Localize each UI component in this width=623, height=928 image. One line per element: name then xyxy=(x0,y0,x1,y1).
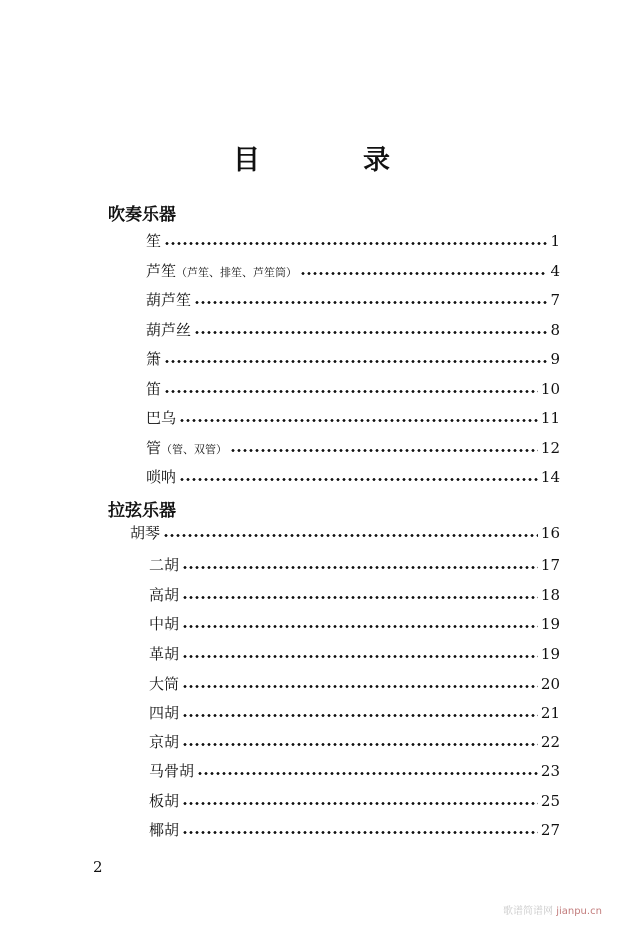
toc-entry[interactable] xyxy=(146,230,560,252)
toc-entry-label: 四胡 xyxy=(149,704,180,722)
toc-entry[interactable] xyxy=(146,466,560,488)
toc-entry-page: 12 xyxy=(540,439,560,457)
toc-entry-page: 17 xyxy=(540,556,560,574)
toc-entry-page: 1 xyxy=(550,232,560,250)
toc-entry[interactable] xyxy=(146,407,560,429)
dot-leader xyxy=(164,390,538,393)
dot-leader xyxy=(163,534,538,537)
toc-entry[interactable] xyxy=(146,378,560,400)
toc-entry-label: 高胡 xyxy=(149,586,180,604)
dot-leader xyxy=(182,685,538,688)
toc-entry-page: 27 xyxy=(540,821,560,839)
toc-entry[interactable] xyxy=(149,760,560,782)
watermark-site: 歌谱简谱网 xyxy=(503,906,553,917)
toc-entry[interactable] xyxy=(149,731,560,753)
toc-entry-label: 革胡 xyxy=(149,645,180,663)
toc-entry-page: 23 xyxy=(540,762,560,780)
toc-entry-page: 25 xyxy=(540,792,560,810)
toc-entry[interactable] xyxy=(130,522,560,544)
toc-entry[interactable] xyxy=(149,790,560,812)
dot-leader xyxy=(179,419,538,422)
toc-entry-label: 箫 xyxy=(146,350,162,368)
dot-leader xyxy=(194,331,547,334)
dot-leader xyxy=(182,625,538,628)
toc-entry[interactable] xyxy=(149,643,560,665)
dot-leader xyxy=(182,802,538,805)
toc-entry-label: 笛 xyxy=(146,380,162,398)
toc-entry-page: 4 xyxy=(550,262,560,280)
toc-entry-page: 7 xyxy=(550,291,560,309)
toc-entry[interactable] xyxy=(146,289,560,311)
section-heading-bowed: 拉弦乐器 xyxy=(108,501,176,521)
toc-entry-label: 中胡 xyxy=(149,615,180,633)
dot-leader xyxy=(300,272,547,275)
section-heading-wind: 吹奏乐器 xyxy=(108,205,176,225)
toc-entry[interactable] xyxy=(146,260,560,282)
toc-entry-label: 唢呐 xyxy=(146,468,177,486)
toc-entry-label: 大筒 xyxy=(149,675,180,693)
toc-entry-label: 椰胡 xyxy=(149,821,180,839)
toc-entry-label: 二胡 xyxy=(149,556,180,574)
toc-entry-page: 16 xyxy=(540,524,560,542)
page-number: 2 xyxy=(93,858,103,876)
toc-entry-page: 14 xyxy=(540,468,560,486)
toc-entry-page: 20 xyxy=(540,675,560,693)
toc-entry-label: 京胡 xyxy=(149,733,180,751)
toc-entry-label: 巴乌 xyxy=(146,409,177,427)
toc-entry-label: 葫芦丝 xyxy=(146,321,192,339)
dot-leader xyxy=(182,831,538,834)
toc-entry-page: 8 xyxy=(550,321,560,339)
toc-entry-label: 板胡 xyxy=(149,792,180,810)
dot-leader xyxy=(182,566,538,569)
toc-entry-page: 19 xyxy=(540,645,560,663)
toc-entry-page: 9 xyxy=(550,350,560,368)
toc-entry-label: 管 xyxy=(146,439,162,457)
toc-entry-label: 芦笙 xyxy=(146,262,177,280)
dot-leader xyxy=(179,478,538,481)
dot-leader xyxy=(164,360,547,363)
toc-entry-label: 葫芦笙 xyxy=(146,291,192,309)
toc-entry[interactable] xyxy=(146,437,560,459)
toc-entry-page: 22 xyxy=(540,733,560,751)
toc-entry-page: 11 xyxy=(540,409,560,427)
toc-entry-note: （芦笙、排笙、芦笙筒） xyxy=(176,266,298,279)
dot-leader xyxy=(182,655,538,658)
toc-entry-label: 胡琴 xyxy=(130,524,161,542)
toc-entry[interactable] xyxy=(146,348,560,370)
toc-entry[interactable] xyxy=(149,613,560,635)
toc-entry-label: 马骨胡 xyxy=(149,762,195,780)
toc-entry-page: 10 xyxy=(540,380,560,398)
toc-entry-page: 19 xyxy=(540,615,560,633)
dot-leader xyxy=(197,772,538,775)
toc-entry[interactable] xyxy=(149,702,560,724)
dot-leader xyxy=(164,242,547,245)
dot-leader xyxy=(230,449,538,452)
dot-leader xyxy=(182,743,538,746)
toc-entry-note: （管、双管） xyxy=(161,443,228,456)
dot-leader xyxy=(182,714,538,717)
toc-entry-page: 21 xyxy=(540,704,560,722)
toc-entry[interactable] xyxy=(149,819,560,841)
toc-entry-page: 18 xyxy=(540,586,560,604)
dot-leader xyxy=(182,596,538,599)
watermark-url: jianpu.cn xyxy=(556,906,602,917)
toc-entry[interactable] xyxy=(146,319,560,341)
toc-entry[interactable] xyxy=(149,584,560,606)
toc-entry-label: 笙 xyxy=(146,232,162,250)
toc-entry[interactable] xyxy=(149,673,560,695)
toc-entry[interactable] xyxy=(149,554,560,576)
watermark xyxy=(503,902,602,917)
dot-leader xyxy=(194,301,547,304)
page-title: 目 录 xyxy=(233,145,428,176)
